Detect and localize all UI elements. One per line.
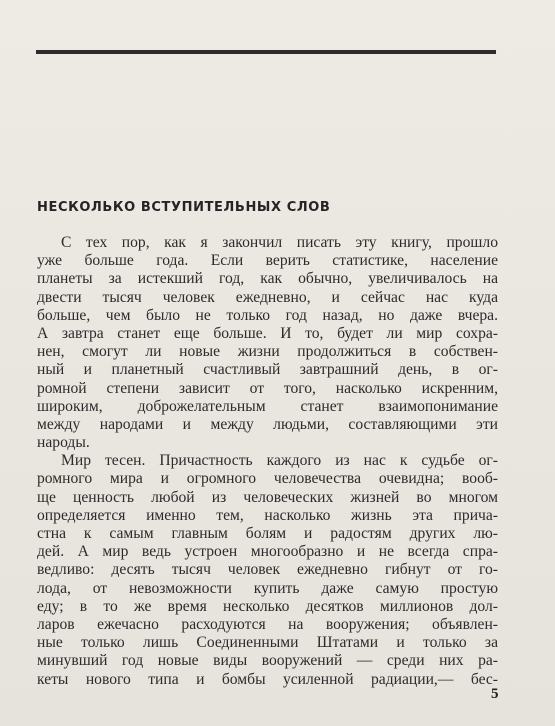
text-line: ные только лишь Соединенными Штатами и только за xyxy=(37,634,498,652)
text-line: больше, чем было не только год назад, но даже вчера. xyxy=(37,306,498,324)
chapter-heading: НЕСКОЛЬКО ВСТУПИТЕЛЬНЫХ СЛОВ xyxy=(37,200,331,215)
top-rule xyxy=(36,50,496,54)
text-line: ный и планетный счастливый завтрашний день, в ог- xyxy=(37,361,498,379)
text-line: Мир тесен. Причастность каждого из нас к судьбе ог- xyxy=(61,452,498,470)
paragraph-1 xyxy=(37,234,498,452)
text-line: ведливо: десять тысяч человек ежедневно гибнут от го- xyxy=(37,561,498,579)
text-line: еду; в то же время несколько десятков миллионов дол- xyxy=(37,597,498,615)
text-line: нен, смогут ли новые жизни продолжиться в собствен- xyxy=(37,343,498,361)
text-line: ромного мира и огромного человечества очевидна; вооб- xyxy=(37,470,498,488)
text-line: между народами и между людьми, составляющими эти xyxy=(37,415,498,433)
text-line: стна к самым главным болям и радостям других лю- xyxy=(37,525,498,542)
text-line: С тех пор, как я закончил писать эту книгу, прошло xyxy=(61,234,498,251)
text-line: планеты за истекший год, как обычно, увеличивалось на xyxy=(37,270,498,288)
body-text xyxy=(37,234,498,689)
text-line: ларов ежечасно расходуются на вооружения; объявлен- xyxy=(37,615,498,633)
text-line: кеты нового типа и бомбы усиленной радиации,— бес- xyxy=(37,670,498,688)
text-line: минувший год новые виды вооружений — среди них ра- xyxy=(37,652,498,670)
text-line: определяется именно тем, насколько жизнь эта прича- xyxy=(37,506,498,524)
text-line: лода, от невозможности купить даже самую простую xyxy=(37,579,498,597)
text-line: широким, доброжелательным станет взаимопонимание xyxy=(37,397,498,415)
paragraph-2 xyxy=(37,452,498,688)
text-line: дей. А мир ведь устроен многообразно и не всегда спра- xyxy=(37,543,498,561)
text-line: А завтра станет еще больше. И то, будет ли мир сохра- xyxy=(37,324,498,342)
text-line: ще ценность любой из человеческих жизней во многом xyxy=(37,488,498,506)
text-line: двести тысяч человек ежедневно, и сейчас нас куда xyxy=(37,288,498,306)
text-line: уже больше года. Если верить статистике, население xyxy=(37,252,498,270)
text-line: народы. xyxy=(37,434,90,452)
text-line: ромной степени зависит от того, насколько искренним, xyxy=(37,379,498,397)
page-number: 5 xyxy=(491,686,499,702)
